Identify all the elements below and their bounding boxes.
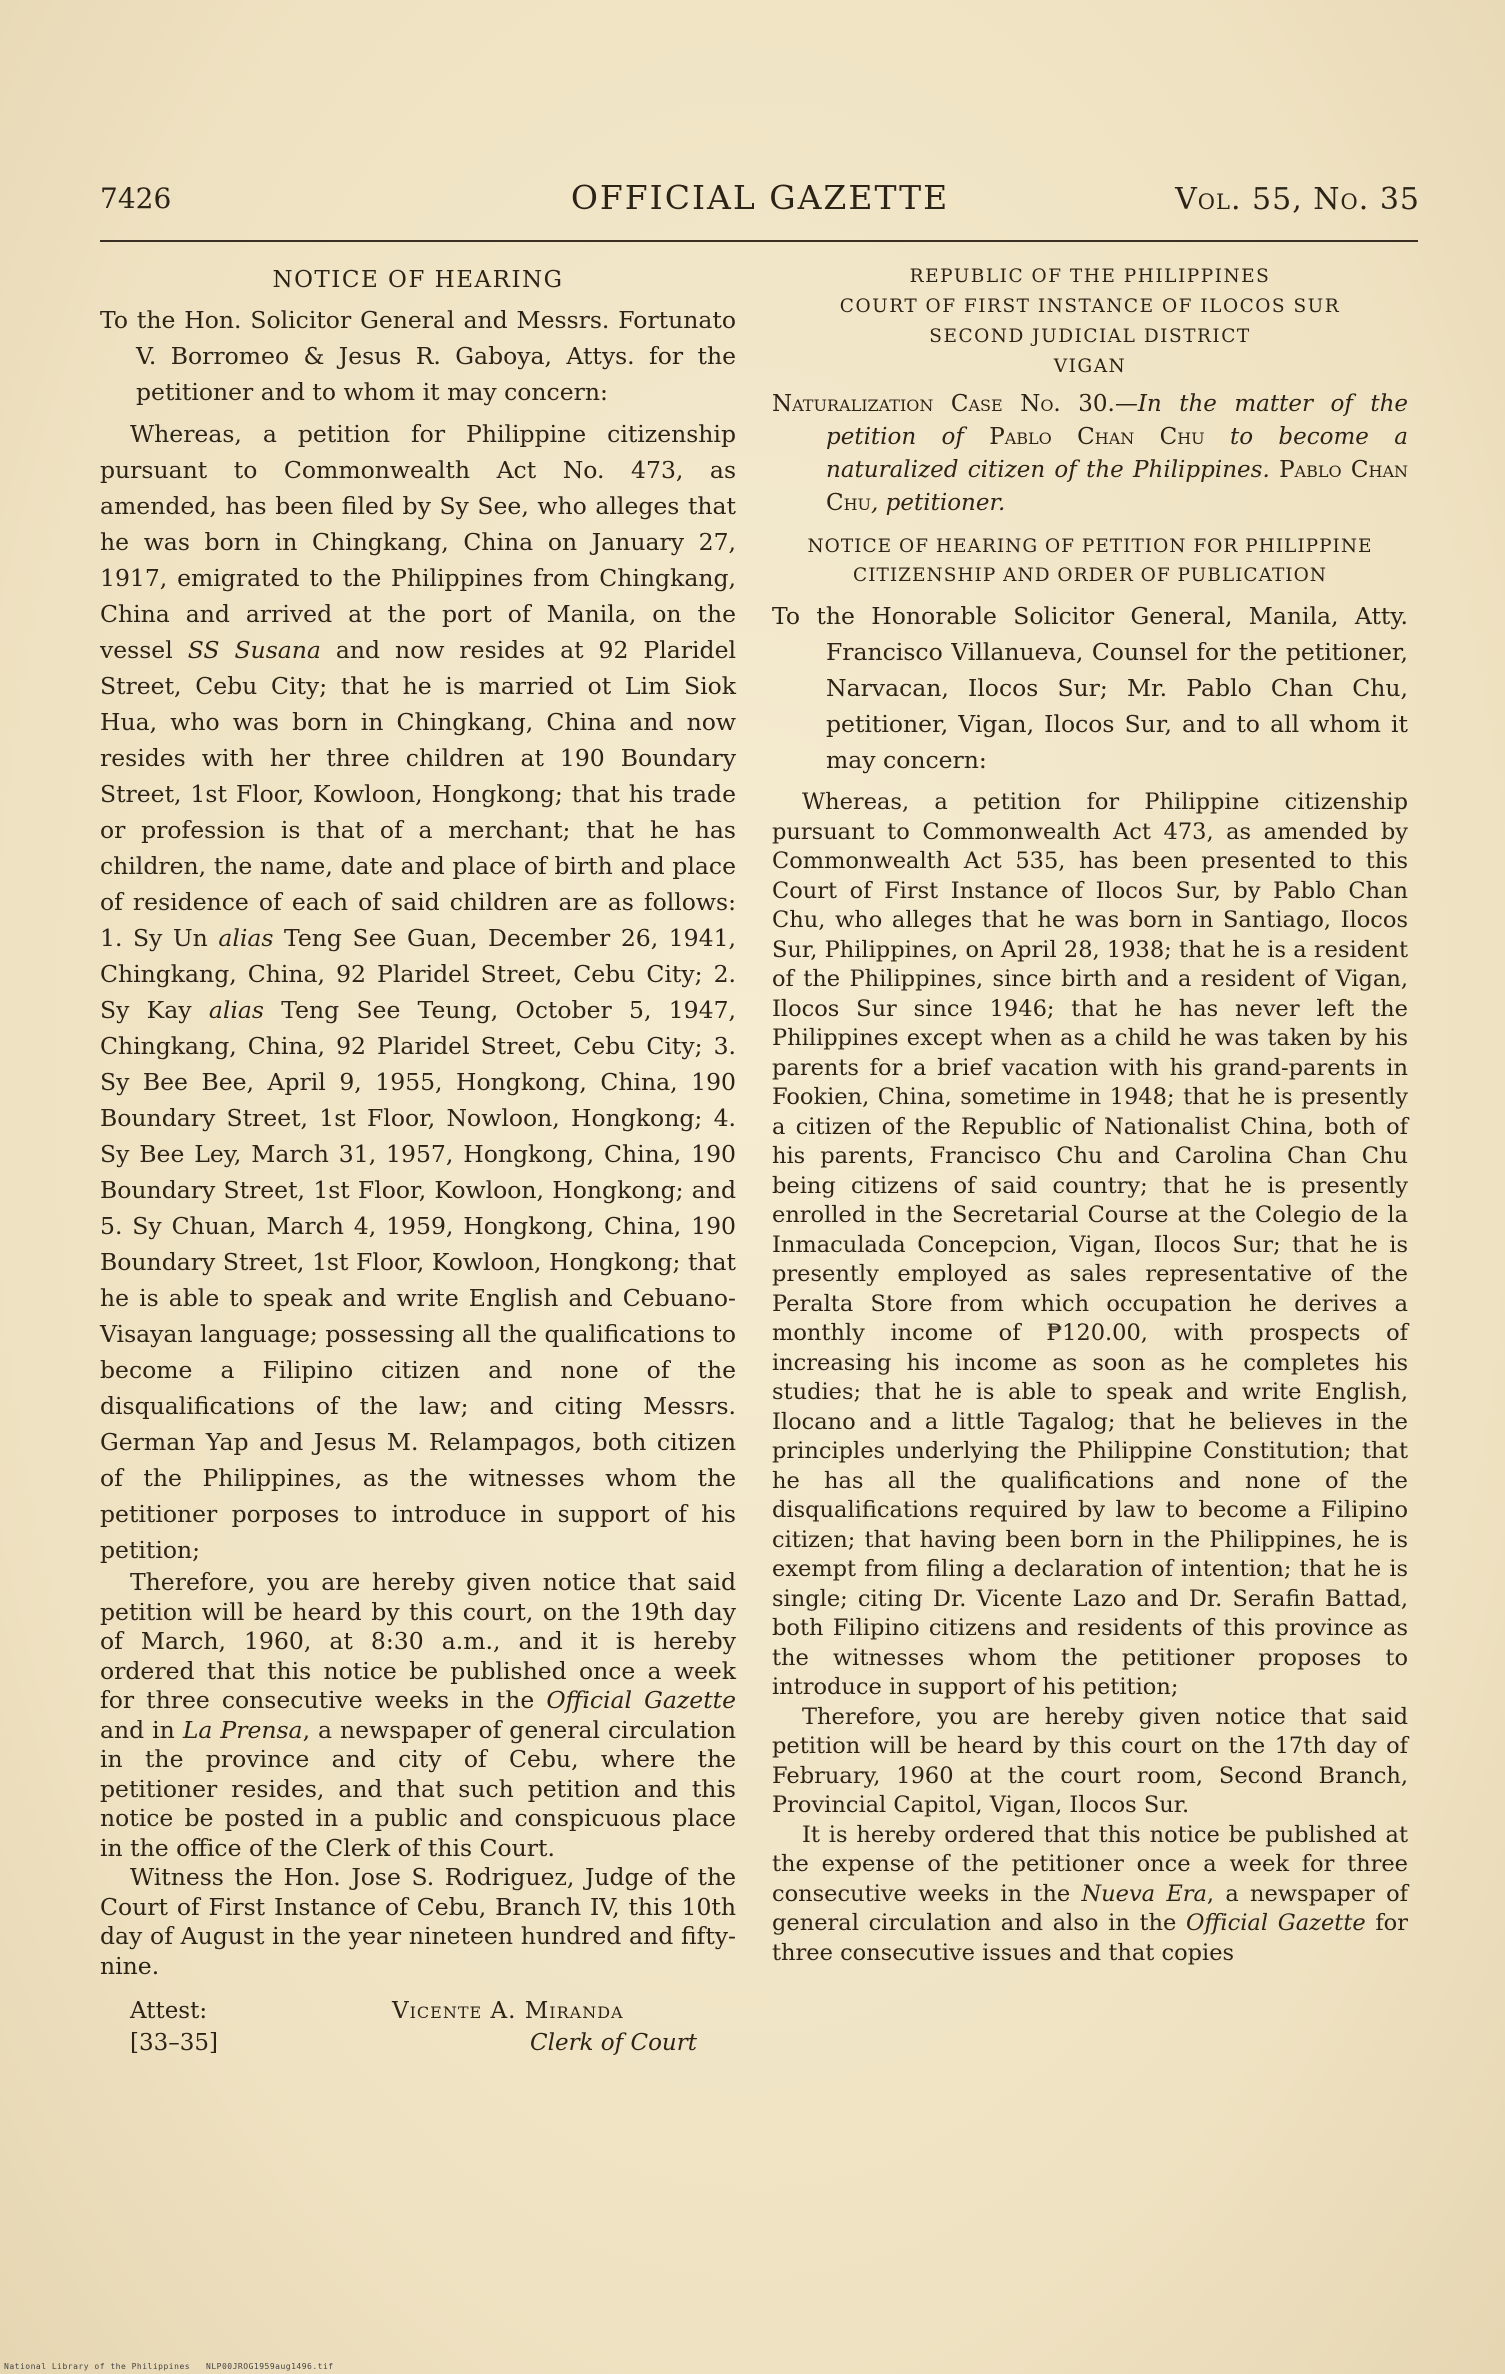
notice-paragraph-3: Witness the Hon. Jose S. Rodriguez, Judge of the Court of First Instance of Cebu, Branch IV, this 10th day of August in the year nineteen hundred and fifty-nine. (100, 1863, 736, 1980)
petition-address: To the Honorable Solicitor General, Manila, Atty. Francisco Villanueva, Counsel for the petitioner, Narvacan, Ilocos Sur; Mr. Pablo Chan Chu, petitioner, Vigan, Ilocos Sur, and to all whom it may concern: (772, 602, 1408, 774)
volume-number: Vol. 55, No. 35 (1175, 182, 1420, 217)
publication-title: OFFICIAL GAZETTE (570, 178, 950, 217)
petition-paragraph-1: Whereas, a petition for Philippine citizenship pursuant to Commonwealth Act 473, as amended by Commonwealth Act 535, has been presented to this Court of First Instance of Ilocos Sur, by Pablo Chan Chu, who alleges that he was born in Santiago, Ilocos Sur, Philippines, on April 28, 1938; that he is a resident of the Philippines, since birth and a resident of Vigan, Ilocos Sur since 1946; that he has never left the Philippines except when as a child he was taken by his parents for a brief vacation with his grand-parents in Fookien, China, sometime in 1948; that he is presently a citizen of the Republic of Nationalist China, both of his parents, Francisco Chu and Carolina Chan Chu being citizens of said country; that he is presently enrolled in the Secretarial Course at the Colegio de la Inmaculada Concepcion, Vigan, Ilocos Sur; that he is presently employed as sales representative of the Peralta Store from which occupation he derives a monthly income of ₱120.00, with prospects of increasing his income as soon as he completes his studies; that he is able to speak and write English, Ilocano and a little Tagalog; that he believes in the principles underlying the Philippine Constitution; that he has all the qualifications and none of the disqualifications required by law to become a Filipino citizen; that having been born in the Philippines, he is exempt from filing a declaration of intention; that he is single; citing Dr. Vicente Lazo and Dr. Serafin Battad, both Filipino citizens and residents of this province as the witnesses whom the petitioner proposes to introduce in support of his petition; (772, 789, 1408, 1700)
notice-address: To the Hon. Solicitor General and Messrs. Fortunato V. Borromeo & Jesus R. Gaboya, Attys. for the petitioner and to whom it may concern: (100, 306, 736, 406)
petition-paragraph-2: Therefore, you are hereby given notice that said petition will be heard by this court on the 17th day of February, 1960 at the court room, Second Branch, Provincial Capitol, Vigan, Ilocos Sur. (772, 1703, 1408, 1818)
page-header (100, 176, 1420, 226)
page-number: 7426 (100, 182, 172, 215)
notice-paragraph-1: Whereas, a petition for Philippine citizenship pursuant to Commonwealth Act No. 473, as amended, has been filed by Sy See, who alleges that he was born in Chingkang, China on January 27, 1917, emigrated to the Philippines from Chingkang, China and arrived at the port of Manila, on the vessel SS Susana and now resides at 92 Plaridel Street, Cebu City; that he is married ot Lim Siok Hua, who was born in Chingkang, China and now resides with her three children at 190 Boundary Street, 1st Floor, Kowloon, Hongkong; that his trade or profession is that of a merchant; that he has children, the name, date and place of birth and place of residence of each of said children are as follows: 1. Sy Un alias Teng See Guan, December 26, 1941, Chingkang, China, 92 Plaridel Street, Cebu City; 2. Sy Kay alias Teng See Teung, October 5, 1947, Chingkang, China, 92 Plaridel Street, Cebu City; 3. Sy Bee Bee, April 9, 1955, Hongkong, China, 190 Boundary Street, 1st Floor, Nowloon, Hongkong; 4. Sy Bee Ley, March 31, 1957, Hongkong, China, 190 Boundary Street, 1st Floor, Kowloon, Hongkong; and 5. Sy Chuan, March 4, 1959, Hongkong, China, 190 Boundary Street, 1st Floor, Kowloon, Hongkong; that he is able to speak and write English and Cebuano-Visayan language; possessing all the qualifications to become a Filipino citizen and none of the disqualifications of the law; and citing Messrs. German Yap and Jesus M. Relampagos, both citizen of the Philippines, as the witnesses whom the petitioner porposes to introduce in support of his petition; (100, 420, 737, 1564)
attest-label: Attest: (130, 1998, 208, 2024)
petition-paragraph-3: It is hereby ordered that this notice be published at the expense of the petitioner once a week for three consecutive weeks in the Nueva Era, a newspaper of general circulation and also in the Official Gazette for three consecutive issues and that copies (772, 1821, 1408, 1966)
court-header: REPUBLIC OF THE PHILIPPINES COURT OF FIRST INSTANCE OF ILOCOS SUR SECOND JUDICIAL DISTRICT VIGAN (839, 266, 1341, 377)
left-column (100, 262, 736, 2069)
right-column (772, 262, 1408, 1968)
petition-subheading: NOTICE OF HEARING OF PETITION FOR PHILIPPINE CITIZENSHIP AND ORDER OF PUBLICATION (807, 536, 1373, 586)
signer-name: Vicente A. Miranda (392, 1998, 624, 2024)
notice-heading: NOTICE OF HEARING (272, 267, 564, 293)
case-caption: Naturalization Case No. 30.—In the matter of the petition of Pablo Chan Chu to become a naturalized citizen of the Philippines. Pablo Chan Chu, petitioner. (772, 391, 1409, 516)
issue-reference: [33–35] (130, 2030, 218, 2056)
signature-block (100, 1993, 736, 2069)
scan-footer: National Library of the Philippines NLP00JROG1959aug1496.tif (4, 2362, 334, 2371)
signer-title: Clerk of Court (530, 2030, 697, 2056)
header-rule (100, 240, 1418, 242)
notice-paragraph-2: Therefore, you are hereby given notice that said petition will be heard by this court, on the 19th day of March, 1960, at 8:30 a.m., and it is hereby ordered that this notice be published once a week for three consecutive weeks in the Official Gazette and in La Prensa, a newspaper of general circulation in the province and city of Cebu, where the petitioner resides, and that such petition and this notice be posted in a public and conspicuous place in the office of the Clerk of this Court. (100, 1568, 736, 1862)
